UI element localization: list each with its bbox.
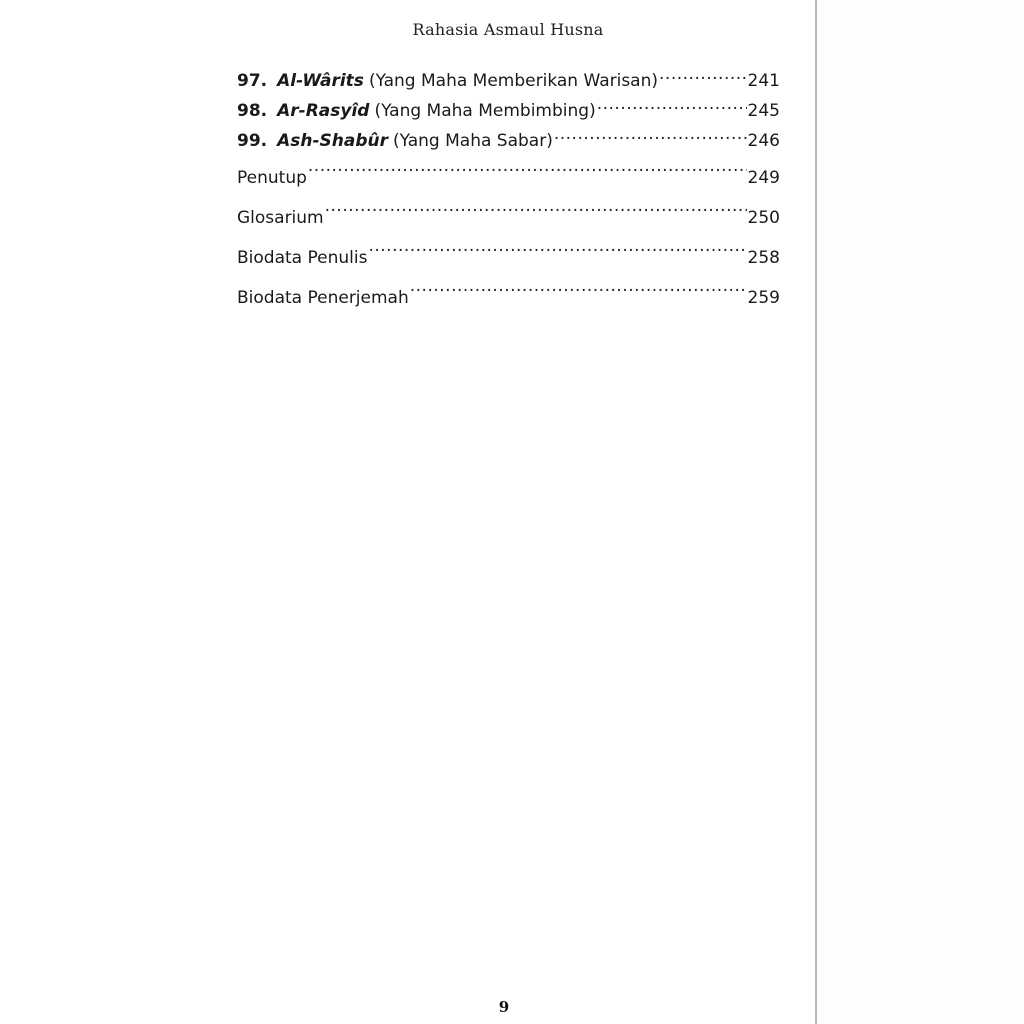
toc-entry-number: 98. bbox=[237, 101, 268, 121]
toc-section-title: Penutup bbox=[237, 168, 307, 188]
toc-section-title: Biodata Penerjemah bbox=[237, 288, 409, 308]
dot-leader bbox=[368, 246, 746, 263]
toc-section-page: 258 bbox=[747, 248, 780, 268]
toc-entry-term: Ar-Rasyîd bbox=[277, 101, 370, 121]
toc-section-title: Biodata Penulis bbox=[237, 248, 368, 268]
dot-leader bbox=[659, 69, 747, 86]
toc-entry-99 bbox=[237, 126, 780, 156]
toc-entry-description: (Yang Maha Sabar) bbox=[393, 131, 553, 151]
toc-section-page: 259 bbox=[747, 288, 780, 308]
page-margin-outside bbox=[817, 0, 1024, 1024]
toc-entry-description: (Yang Maha Memberikan Warisan) bbox=[368, 71, 659, 91]
dot-leader bbox=[410, 286, 747, 303]
dot-leader bbox=[597, 99, 747, 116]
toc-section-glosarium bbox=[237, 198, 780, 238]
toc-entry-page: 246 bbox=[747, 131, 780, 151]
toc-entry-term: Ash-Shabûr bbox=[277, 131, 389, 151]
toc-section-biodata-penulis bbox=[237, 238, 780, 278]
toc-entry-number: 99. bbox=[237, 131, 268, 151]
table-of-contents bbox=[237, 66, 780, 318]
toc-entry-98 bbox=[237, 96, 780, 126]
toc-section-page: 250 bbox=[747, 208, 780, 228]
toc-section-title: Glosarium bbox=[237, 208, 324, 228]
running-header: Rahasia Asmaul Husna bbox=[412, 20, 604, 39]
dot-leader bbox=[554, 129, 747, 146]
dot-leader bbox=[325, 206, 747, 223]
toc-entry-page: 241 bbox=[747, 71, 780, 91]
toc-section-penutup bbox=[237, 158, 780, 198]
toc-entry-number: 97. bbox=[237, 71, 268, 91]
toc-section-biodata-penerjemah bbox=[237, 278, 780, 318]
toc-entry-description: (Yang Maha Membimbing) bbox=[374, 101, 596, 121]
toc-section-page: 249 bbox=[747, 168, 780, 188]
toc-entry-97 bbox=[237, 66, 780, 96]
dot-leader bbox=[308, 166, 747, 183]
page-number: 9 bbox=[498, 998, 510, 1016]
toc-entry-page: 245 bbox=[747, 101, 780, 121]
toc-entry-term: Al-Wârits bbox=[277, 71, 364, 91]
